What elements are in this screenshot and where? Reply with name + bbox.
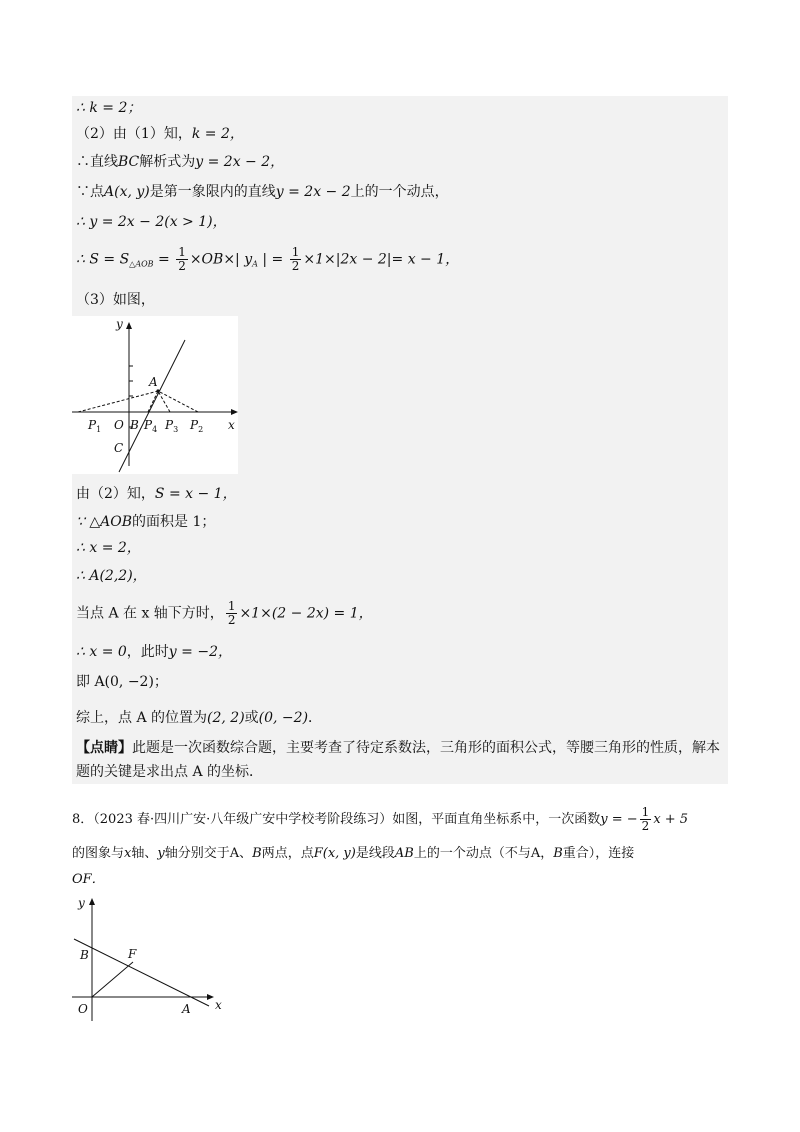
line-14: 即 A(0, −2)； [76, 674, 168, 690]
dashed-segment-ap3 [158, 391, 170, 412]
line-15-conclusion: 综上，点 A 的位置为(2, 2)或(0, −2)． [76, 710, 323, 726]
label-c: C [114, 441, 124, 455]
label-p1: $P_1$ [88, 418, 102, 434]
question-8-line-3: OF． [72, 872, 105, 887]
figure-question-8 [72, 895, 232, 1025]
line-5: ∴ y = 2x − 2(x > 1)， [76, 214, 227, 230]
line-16-comment: 【点睛】此题是一次函数综合题，主要考查了待定系数法，三角形的面积公式，等腰三角形的性质，解本 [76, 740, 720, 756]
label-x: x [228, 418, 235, 432]
label-o: O [114, 418, 124, 432]
fraction-half: $\frac{1}{2}$ [291, 245, 300, 273]
label-p4: $P_4$ [144, 418, 158, 434]
label-o: O [78, 1002, 88, 1016]
line-11: ∴ A(2,2)， [76, 568, 147, 584]
label-b: B [80, 948, 89, 962]
question-8-line-2: 的图象与x轴、y轴分别交于A、B两点，点F(x, y)是线段AB上的一个动点（不与A，B重合），连接 [72, 846, 635, 861]
label-b: B [130, 418, 139, 432]
fraction-half: $\frac{1}{2}$ [641, 805, 650, 833]
x-axis-arrow [207, 994, 214, 1000]
fraction-half: $\frac{1}{2}$ [227, 599, 236, 627]
segment-of [92, 962, 133, 997]
label-f: F [128, 947, 137, 961]
y-axis-arrow [89, 898, 95, 905]
line-8: 由（2）知，S = x − 1， [76, 486, 237, 502]
dashed-segment-ap4 [148, 391, 158, 412]
line-3: ∴直线BC解析式为y = 2x − 2， [76, 154, 285, 170]
fraction-half: $\frac{1}{2}$ [178, 245, 186, 273]
line-10: ∴ x = 2， [76, 540, 141, 556]
point-a [156, 389, 159, 392]
label-x: x [215, 998, 222, 1012]
label-a: A [149, 375, 158, 389]
line-4: ∵点A(x, y)是第一象限内的直线y = 2x − 2上的一个动点， [76, 184, 449, 200]
line-12: 当点 A 在 x 轴下方时， $\frac{1}{2}$ ×1×(2 − 2x) = 1， [76, 599, 373, 627]
label-a: A [182, 1002, 191, 1016]
dashed-segment-ap1 [78, 391, 158, 412]
y-axis-arrow [126, 322, 132, 329]
line-13: ∴ x = 0，此时y = −2， [76, 644, 232, 660]
line-7: （3）如图， [76, 292, 155, 308]
label-y: y [78, 896, 85, 910]
line-1: ∴ k = 2； [76, 100, 142, 116]
figure-coordinate-plot-p-points [72, 316, 238, 474]
line-6-area-formula: ∴ $S = S_{\triangle AOB}$ = $\frac{1}{2}$ ×OB×| $y_A$ | = $\frac{1}{2}$ ×1×|2x − 2|= x − 1， [76, 245, 460, 273]
label-p2: $P_2$ [190, 418, 204, 434]
question-8-line-1: 8．（2023 春·四川广安·八年级广安中学校考阶段练习）如图，平面直角坐标系中，一次函数y = − $\frac{1}{2}$ x + 5 [72, 805, 689, 833]
line-17: 题的关键是求出点 A 的坐标． [76, 764, 264, 780]
label-p3: $P_3$ [165, 418, 179, 434]
line-ab [74, 939, 209, 1006]
line-9: ∵ △AOB的面积是 1； [76, 514, 216, 530]
label-y: y [116, 317, 123, 331]
x-axis-arrow [231, 409, 238, 415]
line-2: （2）由（1）知，k = 2， [76, 126, 244, 142]
